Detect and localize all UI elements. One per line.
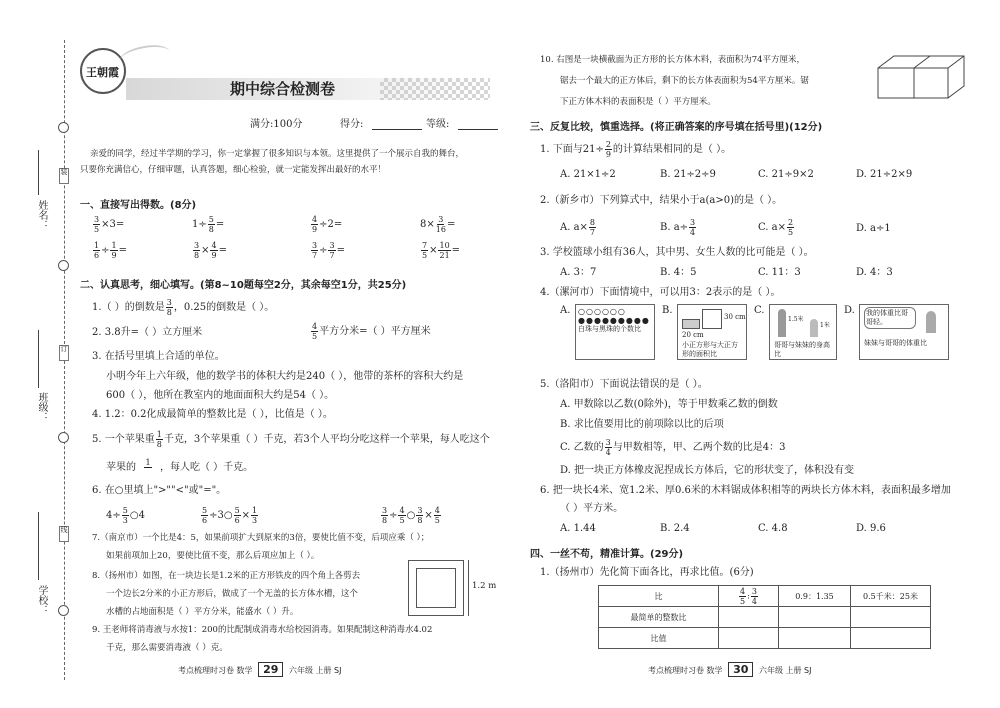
- option-letter: A.: [560, 305, 571, 316]
- calc-item: $\frac{3}{8}$ × $\frac{4}{9}$ =: [194, 241, 227, 260]
- page-title: 期中综合检测卷: [230, 80, 336, 98]
- page-number: 29: [258, 662, 283, 677]
- question: $\frac{4}{5}$ 平方分米=（ ）平方厘米: [312, 322, 431, 341]
- compare-item: 4÷ $\frac{5}{3}$ ○4: [106, 506, 145, 525]
- squares-picture: 30 cm 20 cm 小正方形与大正方形的面积比: [677, 304, 747, 360]
- white-beads: ○○○○○○: [578, 307, 626, 316]
- gutter-tag: 装: [59, 168, 69, 184]
- dimension-label: 1.2 m: [472, 581, 497, 591]
- grade-label: 等级:: [426, 119, 450, 130]
- logo: [80, 48, 126, 94]
- option: D. a÷1: [856, 223, 891, 234]
- table-cell[interactable]: [851, 628, 931, 649]
- table-cell[interactable]: [779, 607, 851, 628]
- option-letter: D.: [844, 305, 855, 316]
- question: 1.（扬州市）先化简下面各比，再求比值。(6分): [540, 567, 754, 578]
- ratio-table: [598, 585, 931, 649]
- option: A. 1.44: [560, 523, 596, 534]
- table-row: [599, 628, 931, 649]
- option: D. 4：3: [856, 267, 893, 278]
- full-score: 满分:100分: [250, 119, 303, 130]
- question: 2.（新乡市）下列算式中，结果小于a(a>0)的是（ ）。: [540, 195, 783, 206]
- wood-block-figure: [876, 52, 968, 100]
- calc-item: 1÷ $\frac{5}{8}$ =: [192, 215, 225, 234]
- option: C. 4.8: [758, 523, 788, 534]
- calc-item: $\frac{1}{6}$ ÷ $\frac{1}{9}$ =: [94, 241, 127, 260]
- school-label: 学校：: [36, 585, 47, 615]
- compare-item: $\frac{5}{6}$ ÷3○ $\frac{5}{6}$ × $\frac{1}{3}$: [202, 506, 258, 525]
- option: A. a× $\frac{8}{7}$: [560, 218, 596, 237]
- intro-line: 只要你充满信心，仔细审题，认真答题，细心检验，就一定能发挥出最好的水平！: [80, 165, 387, 175]
- option: A. 3：7: [560, 267, 597, 278]
- option: D. 把一块正方体橡皮泥捏成长方体后，它的形状变了，体积没有变: [560, 465, 855, 476]
- option: A. 甲数除以乙数(0除外)，等于甲数乘乙数的倒数: [560, 399, 778, 410]
- section-heading: 四、一丝不苟，精准计算。(29分): [530, 549, 684, 560]
- binding-hole: [58, 260, 69, 271]
- calc-item: $\frac{3}{5}$ ×3=: [94, 215, 125, 234]
- section-heading: 一、直接写出得数。(8分): [80, 200, 197, 211]
- question: 10. 右图是一块横截面为正方形的长方体木料，表面积为74平方厘米，: [540, 55, 806, 65]
- option: B. 2.4: [660, 523, 690, 534]
- question-line: （ ）平方米。: [560, 503, 624, 514]
- option: C. 乙数的 $\frac{3}{4}$ 与甲数相等，甲、乙两个数的比是4：3: [560, 438, 786, 457]
- question: 1. 下面与21÷ $\frac{2}{9}$ 的计算结果相同的是（ ）。: [540, 140, 732, 159]
- black-beads: ●●●●●●●●●: [578, 316, 650, 325]
- option: C. a× $\frac{2}{5}$: [758, 218, 794, 237]
- table-cell: 比值: [599, 628, 719, 649]
- option: B. 4：5: [660, 267, 697, 278]
- heights-picture: 1.5米 1米 哥哥与妹妹的身高比: [769, 304, 837, 360]
- question: 5. 一个苹果重 $\frac{1}{8}$ 千克，3个苹果重（ ）千克，若3个人平均分吃这样一个苹果，每人吃这个: [92, 430, 490, 449]
- question-line: 小明今年上六年级，他的数学书的体积大约是240（ ），他带的茶杯的容积大约是: [106, 371, 464, 382]
- ribbon: [119, 42, 172, 70]
- question-line: 苹果的 1 ，每人吃（ ）千克。: [106, 458, 254, 473]
- option: B. 21÷2÷9: [660, 169, 716, 180]
- score-label: 得分:: [340, 119, 364, 130]
- question-line: 水槽的占地面积是（ ）平方分米，能盛水（ ）升。: [106, 607, 299, 617]
- question: 6. 把一块长4米、宽1.2米、厚0.6米的木料锯成体积相等的两块长方体木料，表面积最多增加: [540, 485, 951, 496]
- table-cell: $\frac{4}{5}$ : $\frac{3}{4}$: [719, 586, 779, 607]
- title-pattern: [380, 78, 490, 100]
- calc-item: $\frac{4}{9}$ ÷2=: [312, 215, 343, 234]
- beads-picture: ○○○○○○ ●●●●●●●●● 白珠与黑珠的个数比: [575, 304, 655, 360]
- question: 3. 学校篮球小组有36人，其中男、女生人数的比可能是（ ）。: [540, 247, 814, 258]
- option: D. 9.6: [856, 523, 886, 534]
- table-cell[interactable]: [719, 607, 779, 628]
- table-cell[interactable]: [719, 628, 779, 649]
- binding-hole: [58, 122, 69, 133]
- question: 2. 3.8升=（ ）立方厘米: [92, 327, 203, 338]
- binding-hole: [58, 432, 69, 443]
- question-line: 如果前项加上20，要使比值不变，那么后项应加上（ ）。: [106, 551, 320, 561]
- footer-right: 考点梳理时习卷 数学 30 六年级 上册 SJ: [648, 663, 812, 676]
- question: 4.（漯河市）下面情境中，可以用3：2表示的是（ ）。: [540, 287, 781, 298]
- table-cell: 最简单的整数比: [599, 607, 719, 628]
- footer-left: 考点梳理时习卷 数学 29 六年级 上册 SJ: [178, 663, 342, 676]
- question: 1.（ ）的倒数是 $\frac{3}{8}$ ，0.25的倒数是（ ）。: [92, 298, 275, 317]
- question-line: 千克，那么需要消毒液（ ）克。: [106, 643, 228, 653]
- option: B. a÷ $\frac{3}{4}$: [660, 218, 696, 237]
- question: 3. 在括号里填上合适的单位。: [92, 351, 225, 362]
- option: B. 求比值要用比的前项除以比的后项: [560, 419, 724, 430]
- question: 7.（南京市）一个比是4：5，如果前项扩大到原来的3倍，要使比值不变，后项应乘（ ）；: [92, 533, 430, 543]
- question: 4. 1.2：0.2化成最简单的整数比是（ ），比值是（ ）。: [92, 409, 333, 420]
- question-line: 锯去一个最大的正方体后，剩下的长方体表面积为54平方厘米。锯: [560, 76, 809, 86]
- table-cell: 0.9：1.35: [779, 586, 851, 607]
- question-line: 一个边长2分米的小正方形后，做成了一个无盖的长方体水槽，这个: [106, 589, 358, 599]
- question: 5.（洛阳市）下面说法错误的是（ ）。: [540, 379, 708, 390]
- section-heading: 三、反复比较，慎重选择。(将正确答案的序号填在括号里)(12分): [530, 122, 823, 133]
- option: D. 21÷2×9: [856, 169, 913, 180]
- question: 8.（扬州市）如图，在一块边长是1.2米的正方形铁皮的四个角上各剪去: [92, 571, 361, 581]
- table-cell[interactable]: [851, 607, 931, 628]
- table-cell[interactable]: [779, 628, 851, 649]
- table-cell: 比: [599, 586, 719, 607]
- gutter-tag: 订: [59, 345, 69, 361]
- question-line: 下正方体木料的表面积是（ ）平方厘米。: [560, 97, 716, 107]
- option: A. 21×1÷2: [560, 169, 616, 180]
- table-row: [599, 607, 931, 628]
- section-heading: 二、认真思考，细心填写。(第8~10题每空2分，其余每空1分，共25分): [80, 280, 407, 291]
- tank-inner: [416, 568, 456, 608]
- table-row: [599, 586, 931, 607]
- compare-item: $\frac{3}{8}$ ÷ $\frac{4}{5}$ ○ $\frac{3}{8}$ × $\frac{4}{5}$: [382, 506, 440, 525]
- question: 6. 在○里填上">""<"或"="。: [92, 485, 227, 496]
- calc-item: 8× $\frac{3}{16}$ =: [420, 215, 456, 234]
- name-label: 姓名：: [36, 200, 47, 230]
- option: C. 11：3: [758, 267, 801, 278]
- option: C. 21÷9×2: [758, 169, 814, 180]
- calc-item: $\frac{3}{7}$ ÷ $\frac{3}{7}$ =: [312, 241, 345, 260]
- page-number: 30: [728, 662, 753, 677]
- option-letter: B.: [662, 305, 673, 316]
- gutter-tag: 线: [59, 526, 69, 542]
- option-letter: C.: [754, 305, 765, 316]
- class-label: 班级：: [36, 392, 47, 422]
- weights-picture: 我的体重比哥哥轻。 妹妹与哥哥的体重比: [859, 304, 949, 360]
- question: 9. 王老师将消毒液与水按1：200的比配制成消毒水给校园消毒。如果配制这种消毒水4.02: [92, 625, 433, 635]
- table-cell: 0.5千米：25米: [851, 586, 931, 607]
- calc-item: $\frac{7}{5}$ × $\frac{10}{21}$ =: [422, 241, 461, 260]
- binding-hole: [58, 605, 69, 616]
- logo-text: 王朝霞: [86, 66, 119, 79]
- question-line: 600（ ），他所在教室内的地面面积大约是54（ ）。: [106, 390, 335, 401]
- intro-line: 亲爱的同学，经过半学期的学习，你一定掌握了很多知识与本领。这里提供了一个展示自我的舞台，: [90, 149, 465, 159]
